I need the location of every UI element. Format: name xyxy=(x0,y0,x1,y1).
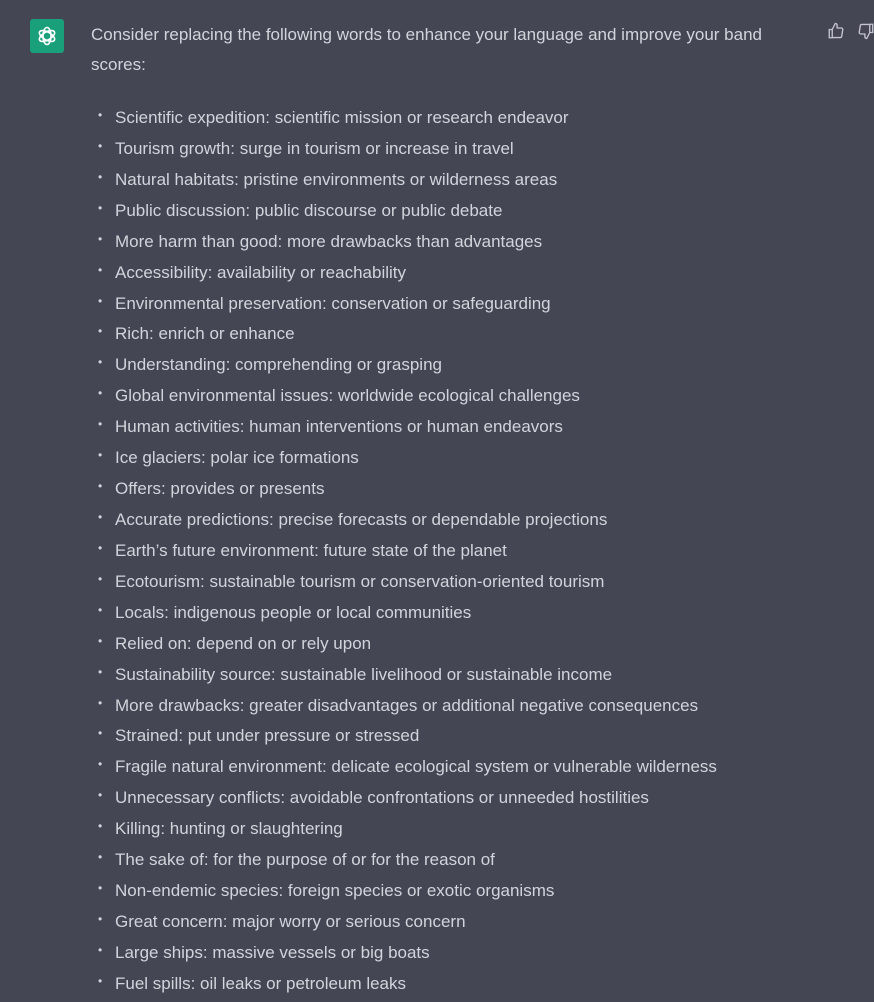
bullet-icon: • xyxy=(98,386,103,401)
bullet-icon: • xyxy=(98,262,103,277)
list-item xyxy=(91,721,717,752)
list-item xyxy=(91,289,717,320)
list-item xyxy=(91,876,717,907)
list-item-text: Fragile natural environment: delicate ecological system or vulnerable wilderness xyxy=(115,757,717,777)
list-item xyxy=(91,443,717,474)
thumbs-up-icon[interactable] xyxy=(827,22,845,40)
list-item-text: Fuel spills: oil leaks or petroleum leaks xyxy=(115,973,407,993)
list-item-text: Human activities: human interventions or human endeavors xyxy=(115,417,563,437)
bullet-icon: • xyxy=(98,664,103,679)
list-item xyxy=(91,629,717,660)
list-item xyxy=(91,134,717,165)
bullet-icon: • xyxy=(98,973,103,988)
bullet-icon: • xyxy=(98,324,103,339)
list-item-text: Natural habitats: pristine environments or wilderness areas xyxy=(115,169,558,189)
bullet-icon: • xyxy=(98,633,103,648)
bullet-icon: • xyxy=(98,169,103,184)
list-item xyxy=(91,196,717,227)
bullet-icon: • xyxy=(98,417,103,432)
bullet-icon: • xyxy=(98,881,103,896)
list-item xyxy=(91,752,717,783)
bullet-icon: • xyxy=(98,509,103,524)
list-item-text: Offers: provides or presents xyxy=(115,479,325,499)
list-item-text: Understanding: comprehending or grasping xyxy=(115,355,442,375)
list-item xyxy=(91,598,717,629)
bullet-icon: • xyxy=(98,819,103,834)
list-item-text: The sake of: for the purpose of or for the reason of xyxy=(115,850,495,870)
bullet-icon: • xyxy=(98,850,103,865)
bullet-icon: • xyxy=(98,355,103,370)
bullet-icon: • xyxy=(98,726,103,741)
list-item-text: Ecotourism: sustainable tourism or conservation-oriented tourism xyxy=(115,571,605,591)
list-item xyxy=(91,567,717,598)
assistant-avatar xyxy=(30,19,64,53)
list-item-text: Ice glaciers: polar ice formations xyxy=(115,448,359,468)
list-item-text: Public discussion: public discourse or public debate xyxy=(115,200,503,220)
word-replacement-list xyxy=(91,103,717,1000)
list-item-text: Global environmental issues: worldwide ecological challenges xyxy=(115,386,580,406)
bullet-icon: • xyxy=(98,479,103,494)
bullet-icon: • xyxy=(98,602,103,617)
list-item xyxy=(91,907,717,938)
list-item-text: Locals: indigenous people or local communities xyxy=(115,602,472,622)
bullet-icon: • xyxy=(98,695,103,710)
thumbs-down-icon[interactable] xyxy=(857,22,874,40)
list-item-text: Large ships: massive vessels or big boats xyxy=(115,942,430,962)
bullet-icon: • xyxy=(98,138,103,153)
list-item-text: Accessibility: availability or reachability xyxy=(115,262,407,282)
bullet-icon: • xyxy=(98,108,103,122)
bullet-icon: • xyxy=(98,911,103,926)
list-item-text: Earth’s future environment: future state of the planet xyxy=(115,540,507,560)
list-item xyxy=(91,814,717,845)
list-item xyxy=(91,350,717,381)
message-intro: Consider replacing the following words to enhance your language and improve your band scores: xyxy=(91,25,762,74)
bullet-icon: • xyxy=(98,231,103,246)
list-item xyxy=(91,691,717,722)
bullet-icon: • xyxy=(98,540,103,555)
openai-logo-icon xyxy=(35,24,59,48)
list-item xyxy=(91,783,717,814)
list-item-text: Relied on: depend on or rely upon xyxy=(115,633,372,653)
bullet-icon: • xyxy=(98,571,103,586)
list-item-text: Non-endemic species: foreign species or exotic organisms xyxy=(115,881,555,901)
list-item xyxy=(91,536,717,567)
list-item-text: Accurate predictions: precise forecasts or dependable projections xyxy=(115,509,608,529)
list-item-text: More drawbacks: greater disadvantages or additional negative consequences xyxy=(115,695,699,715)
list-item xyxy=(91,165,717,196)
list-item xyxy=(91,505,717,536)
list-item-text: Strained: put under pressure or stressed xyxy=(115,726,420,746)
bullet-icon: • xyxy=(98,200,103,215)
list-item-text: Scientific expedition: scientific mission or research endeavor xyxy=(115,108,569,127)
list-item xyxy=(91,319,717,350)
list-item-text: Environmental preservation: conservation or safeguarding xyxy=(115,293,551,313)
list-item-text: Sustainability source: sustainable livelihood or sustainable income xyxy=(115,664,613,684)
list-item xyxy=(91,412,717,443)
list-item-text: More harm than good: more drawbacks than advantages xyxy=(115,231,543,251)
bullet-icon: • xyxy=(98,942,103,957)
list-item xyxy=(91,227,717,258)
bullet-icon: • xyxy=(98,293,103,308)
list-item-text: Unnecessary conflicts: avoidable confrontations or unneeded hostilities xyxy=(115,788,649,808)
list-item-text: Rich: enrich or enhance xyxy=(115,324,295,344)
list-item xyxy=(91,258,717,289)
list-item-text: Killing: hunting or slaughtering xyxy=(115,819,343,839)
list-item xyxy=(91,103,717,134)
list-item-text: Tourism growth: surge in tourism or increase in travel xyxy=(115,138,514,158)
list-item xyxy=(91,938,717,969)
list-item xyxy=(91,845,717,876)
list-item xyxy=(91,381,717,412)
list-item xyxy=(91,474,717,505)
list-item-text: Great concern: major worry or serious concern xyxy=(115,911,466,931)
list-item xyxy=(91,969,717,1000)
bullet-icon: • xyxy=(98,448,103,463)
list-item xyxy=(91,660,717,691)
bullet-icon: • xyxy=(98,788,103,803)
bullet-icon: • xyxy=(98,757,103,772)
